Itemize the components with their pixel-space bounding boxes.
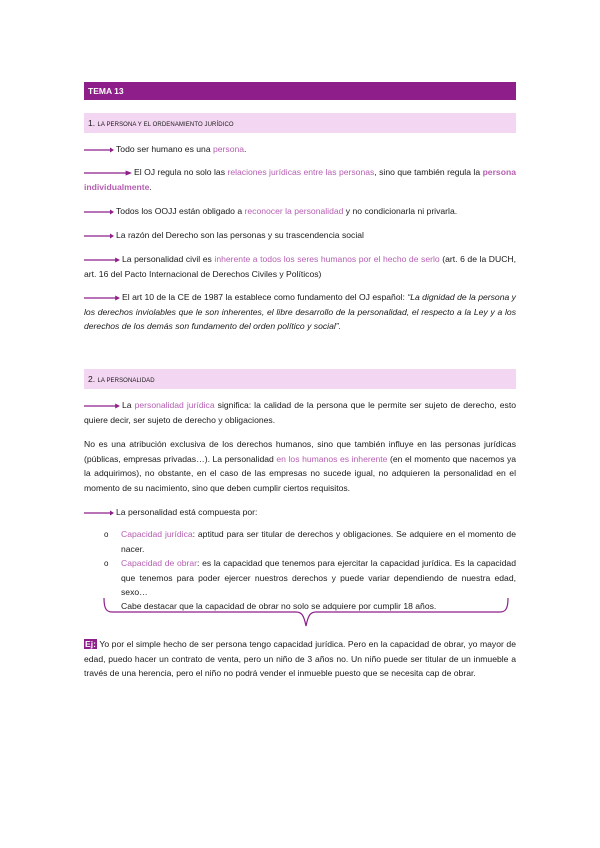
arrow-icon — [84, 169, 132, 177]
text: El OJ regula no solo las — [134, 167, 228, 177]
text: Yo por el simple hecho de ser persona tengo capacidad jurídica. Pero en la capacidad de obrar, yo mayor de edad, puedo hacer un contrato de venta, pero un niño de 3 años no. Un niño puede ser titular de un inmueble a través de una herencia, pero el niño no podrá vender el inmueble puesto que se necesita cap de obrar. — [84, 639, 516, 678]
text: significa: la calidad de la persona que le permite ser sujeto de derecho, esto quiere decir, ser sujeto de derecho y obligaciones. — [84, 400, 516, 425]
text: : aptitud para ser titular de derechos y obligaciones. Se adquiere en el momento de nacer. — [121, 529, 516, 554]
s1-paragraph-6 — [84, 290, 516, 334]
s1-paragraph-2 — [84, 165, 516, 194]
section-2-header — [84, 369, 516, 389]
s2-paragraph-2 — [84, 437, 516, 495]
text: (en el momento que nacemos ya la adquirimos), no obstante, en el caso de las empresas no sucede igual, no adquieren la personalidad en el momento de su nacimiento, sino que deben cumplir ciertos requisitos. — [84, 453, 517, 493]
bullet-capacidad-juridica — [121, 527, 516, 556]
arrow-icon — [84, 509, 114, 517]
arrow-icon — [84, 208, 114, 216]
highlight-reconocer: reconocer la personalidad — [244, 206, 344, 216]
text: El art 10 de la CE de 1987 la establece como fundamento del OJ español: — [122, 292, 408, 302]
topic-title-bar — [84, 82, 516, 100]
text: y no condicionarla ni privarla. — [343, 206, 458, 216]
highlight-relaciones: relaciones jurídicas entre las personas — [227, 167, 375, 177]
text: La personalidad está compuesta por: — [116, 507, 258, 517]
text: Todo ser humano es una — [116, 144, 213, 154]
section-1-number: 1. — [88, 118, 96, 128]
s2-paragraph-1 — [84, 398, 516, 427]
text: . — [244, 144, 247, 154]
s2-paragraph-3 — [84, 505, 516, 520]
text: Todos los OOJJ están obligado a — [116, 206, 245, 216]
highlight-personalidad-juridica: personalidad jurídica — [134, 400, 215, 410]
s1-paragraph-1 — [84, 142, 516, 157]
text: La razón del Derecho son las personas y su trascendencia social — [116, 230, 364, 240]
text: (art. 6 de la DUCH, art. 16 del Pacto Internacional de Derechos Civiles y Políticos) — [84, 254, 516, 279]
bullet-capacidad-obrar — [121, 556, 516, 600]
arrow-icon — [84, 294, 120, 302]
section-2-title: LA PERSONALIDAD — [97, 378, 155, 384]
text: No es una atribución exclusiva de los derechos humanos, sino que también influye en las personas jurídicas (públicas, empresas privadas…). La personalidad — [84, 439, 516, 464]
bullet-marker: o — [104, 530, 109, 539]
highlight-persona-individual: persona individualmente — [84, 167, 516, 192]
curly-brace-icon — [100, 596, 512, 638]
section-1-title: LA PERSONA Y EL ORDENAMIENTO JURÍDICO — [97, 122, 234, 128]
highlight-capacidad-juridica: Capacidad jurídica — [121, 529, 193, 539]
text: Cabe destacar que la capacidad de obrar no solo se adquiere por cumplir 18 años. — [121, 601, 437, 611]
example-paragraph — [84, 637, 516, 681]
text: , sino que también regula la — [374, 167, 483, 177]
example-label: Ej: — [85, 639, 96, 649]
topic-title: TEMA 13 — [88, 86, 124, 96]
arrow-icon — [84, 146, 114, 154]
arrow-icon — [84, 402, 120, 410]
bullet-marker: o — [104, 559, 109, 568]
quote-ce-art-10: “La dignidad de la persona y los derechos inviolables que le son inherentes, el libre desarrollo de la personalidad, el respecto a la Ley y a los derechos de los demás son fundamento del orden político y social”. — [84, 292, 516, 331]
s1-paragraph-4 — [84, 228, 516, 243]
highlight-capacidad-obrar: Capacidad de obrar — [121, 558, 198, 568]
text: La personalidad civil es — [122, 254, 215, 264]
text: . — [149, 181, 152, 192]
section-1-header — [84, 113, 516, 133]
section-2-number: 2. — [88, 374, 96, 384]
text: La — [122, 400, 135, 410]
s1-paragraph-3 — [84, 204, 516, 219]
arrow-icon — [84, 232, 114, 240]
highlight-inherente: inherente a todos los seres humanos por el hecho de serlo — [214, 254, 440, 264]
highlight-humanos-inherente: en los humanos es inherente — [276, 453, 388, 464]
s1-paragraph-5 — [84, 252, 516, 281]
text: : es la capacidad que tenemos para ejercitar la capacidad jurídica. Es la capacidad que tenemos para poder ejercer nuestros derechos y puede variar dependiendo de nuestra edad, sexo… — [121, 558, 516, 597]
highlight-persona: persona — [212, 144, 245, 154]
arrow-icon — [84, 256, 120, 264]
